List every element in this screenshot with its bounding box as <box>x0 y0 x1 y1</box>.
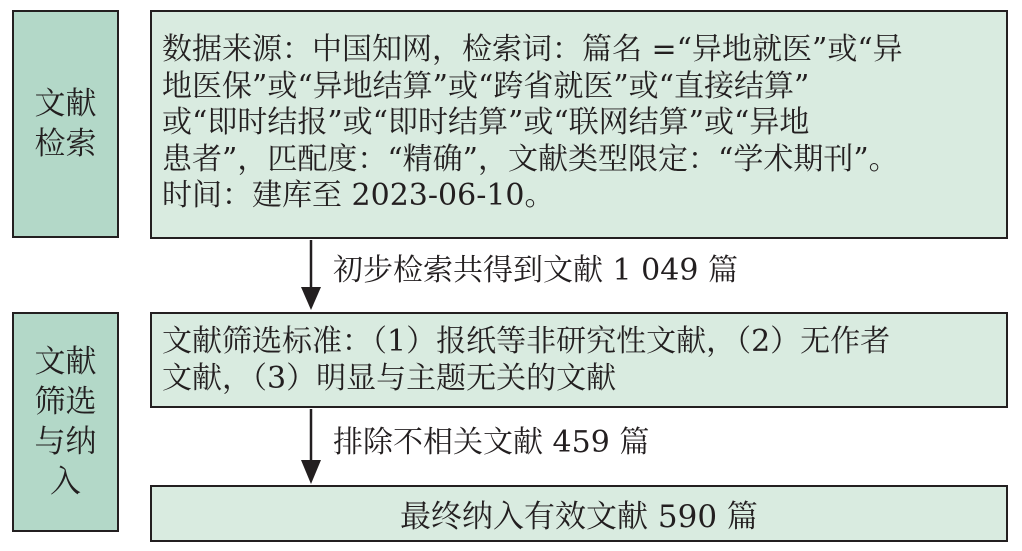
search-criteria-line: 地医保”或“异地结算”或“跨省就医”或“直接结算” <box>162 68 810 104</box>
stage-label-line: 入 <box>50 464 81 500</box>
search-criteria-line: 数据来源：中国知网，检索词：篇名 =“异地就医”或“异 <box>162 32 903 67</box>
stage-label-line: 筛选 <box>34 384 97 420</box>
arrow-1-head <box>301 287 321 310</box>
arrow-1-label: 初步检索共得到文献 1 049 篇 <box>333 253 738 288</box>
arrow-2-label: 排除不相关文献 459 篇 <box>333 425 650 460</box>
search-criteria-line: 患者”，匹配度：“精确”，文献类型限定：“学术期刊”。 <box>162 141 899 177</box>
final-result-text: 最终纳入有效文献 590 篇 <box>400 499 758 535</box>
search-criteria-line: 时间：建库至 2023-06-10。 <box>162 178 555 213</box>
screening-criteria-line: 文献筛选标准：（1）报纸等非研究性文献，（2）无作者 <box>162 324 891 359</box>
stage-label-line: 文献 <box>34 344 97 380</box>
stage-label-line: 文献 <box>34 86 97 122</box>
stage-label-line: 与纳 <box>34 424 97 460</box>
search-criteria-line: 或“即时结报”或“即时结算”或“联网结算”或“异地 <box>162 105 810 140</box>
stage-label-line: 检索 <box>34 126 97 162</box>
arrow-2-head <box>301 460 321 484</box>
screening-criteria-line: 文献，（3）明显与主题无关的文献 <box>162 360 617 396</box>
